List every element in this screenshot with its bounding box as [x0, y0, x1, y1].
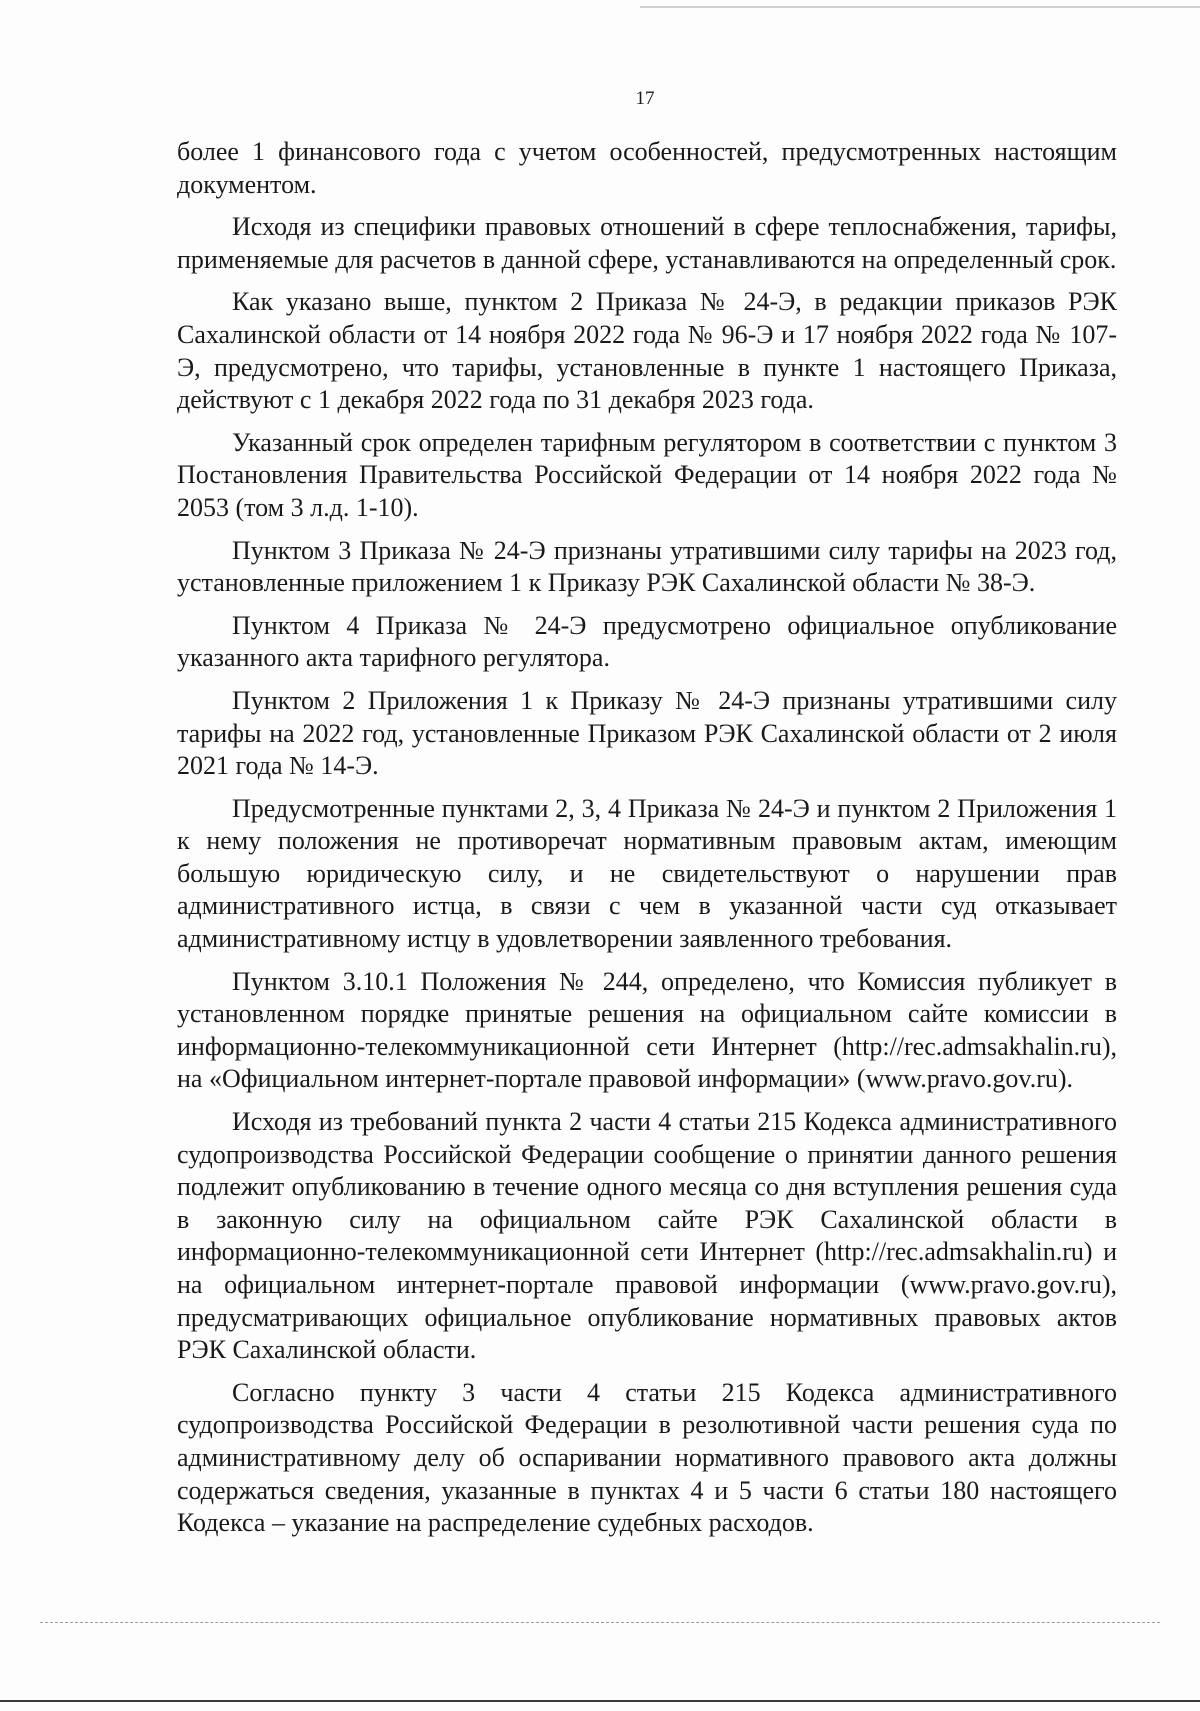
paragraph: Пунктом 4 Приказа № 24-Э предусмотрено официальное опубликование указанного акта тарифного регулятора. — [177, 610, 1117, 673]
paragraph: Пунктом 3.10.1 Положения № 244, определено, что Комиссия публикует в установленном порядке принятые решения на официальном сайте комиссии в информационно-телекоммуникационной сети Интернет (http://rec.admsakhalin.ru), на «Официальном интернет-портале правовой информации» (www.pravo.gov.ru). — [177, 966, 1117, 1094]
paragraph: Как указано выше, пунктом 2 Приказа № 24-Э, в редакции приказов РЭК Сахалинской области от 14 ноября 2022 года № 96-Э и 17 ноября 2022 года № 107-Э, предусмотрено, что тарифы, установленные в пункте 1 настоящего Приказа, действуют с 1 декабря 2022 года по 31 декабря 2023 года. — [177, 287, 1117, 415]
paragraph: Указанный срок определен тарифным регулятором в соответствии с пунктом 3 Постановления Правительства Российской Федерации от 14 ноября 2022 года № 2053 (том 3 л.д. 1-10). — [177, 427, 1117, 522]
paragraph: Предусмотренные пунктами 2, 3, 4 Приказа № 24-Э и пунктом 2 Приложения 1 к нему положения не противоречат нормативным правовым актам, имеющим большую юридическую силу, и не свидетельствуют о нарушении прав административного истца, в связи с чем в указанной части суд отказывает административному истцу в удовлетворении заявленного требования. — [177, 793, 1117, 954]
scan-edge-top — [640, 6, 1200, 8]
paragraph: Пунктом 3 Приказа № 24-Э признаны утратившими силу тарифы на 2023 год, установленные приложением 1 к Приказу РЭК Сахалинской области № 38-Э. — [177, 535, 1117, 598]
paragraph: Исходя из требований пункта 2 части 4 статьи 215 Кодекса административного судопроизводства Российской Федерации сообщение о принятии данного решения подлежит опубликованию в течение одного месяца со дня вступления решения суда в законную силу на официальном сайте РЭК Сахалинской области в информационно-телекоммуникационной сети Интернет (http://rec.admsakhalin.ru) и на официальном интернет-портале правовой информации (www.pravo.gov.ru), предусматривающих официальное опубликование нормативных правовых актов РЭК Сахалинской области. — [177, 1107, 1117, 1365]
paragraph: Пунктом 2 Приложения 1 к Приказу № 24-Э признаны утратившими силу тарифы на 2022 год, установленные Приказом РЭК Сахалинской области от 2 июля 2021 года № 14-Э. — [177, 685, 1117, 781]
scan-dashed-line — [40, 1622, 1160, 1623]
paragraph-continuation: более 1 финансового года с учетом особенностей, предусмотренных настоящим документом. — [177, 137, 1117, 199]
paragraph: Согласно пункту 3 части 4 статьи 215 Кодекса административного судопроизводства Российской Федерации в резолютивной части решения суда по административному делу об оспаривании нормативного правового акта должны содержаться сведения, указанные в пунктах 4 и 5 части 6 статьи 180 настоящего Кодекса – указание на распределение судебных расходов. — [177, 1377, 1117, 1538]
paragraph: Исходя из специфики правовых отношений в сфере теплоснабжения, тарифы, применяемые для расчетов в данной сфере, устанавливаются на определенный срок. — [177, 212, 1117, 274]
page-number: 17 — [635, 88, 655, 109]
scan-edge-bottom — [0, 1700, 1200, 1702]
document-body — [177, 136, 1117, 1550]
